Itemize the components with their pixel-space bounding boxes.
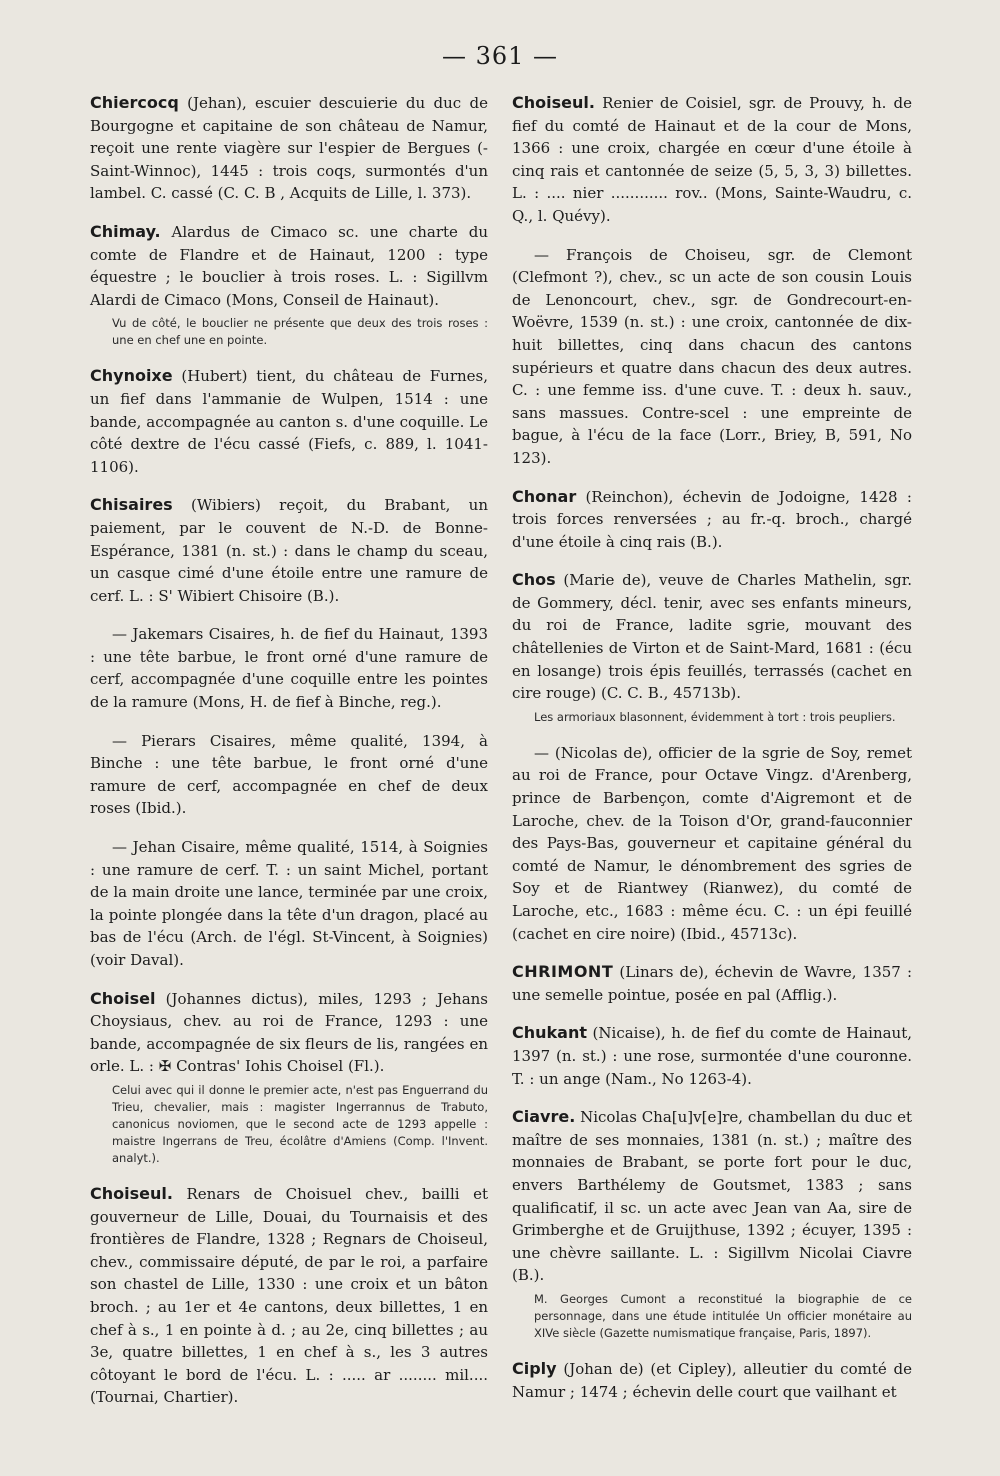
entry-text: Alardus de Cimaco sc. une charte du comte de Flandre et de Hainaut, 1200 : type équestre ; le bouclier à trois roses. L. : Sigillvm Alardi de Cimaco (Mons, Conseil de Hainaut). <box>90 222 488 309</box>
headword: Choiseul. <box>512 93 595 112</box>
entry-jakemars-cisaires: — Jakemars Cisaires, h. de fief du Hainaut, 1393 : une tête barbue, le front orné d'une ramure de cerf, accompagnée d'une coquille entre les pointes de la ramure (Mons, H. de fief à Binche, reg.). <box>90 625 488 712</box>
headword: Ciavre. <box>512 1107 576 1127</box>
headword: Chonar <box>512 486 577 506</box>
entry-ciavre <box>512 1106 912 1287</box>
entry-chisaires <box>90 494 488 607</box>
page-number: — 361 — <box>441 42 559 70</box>
entry-jehan-cisaire: — Jehan Cisaire, même qualité, 1514, à Soignies : une ramure de cerf. T. : un saint Michel, portant de la main droite une lance, terminée par une croix, la pointe plongée dans la tête d'un dragon, placé au bas de l'écu (Arch. de l'égl. St-Vincent, à Soignies) (voir Daval). <box>90 838 488 969</box>
headword: Choisel <box>90 988 156 1008</box>
headword: Ciply <box>512 1358 557 1378</box>
entry-text: (Reinchon), échevin de Jodoigne, 1428 : trois forces renversées ; au fr.-q. broch., chargé d'une étoile à cinq rais (B.). <box>512 487 912 551</box>
entry-text: (Johan de) (et Cipley), alleutier du comté de Namur ; 1474 ; échevin delle court que vailhant et <box>512 1359 912 1401</box>
entry-note: M. Georges Cumont a reconstitué la biographie de ce personnage, dans une étude intitulée Un officier monétaire au XIVe siècle (Gazette numismatique française, Paris, 1897). <box>534 1291 912 1340</box>
entry-text: (Hubert) tient, du château de Furnes, un fief dans l'ammanie de Wulpen, 1514 : une bande, accompagnée au canton s. d'une coquille. Le côté dextre de l'écu cassé (Fiefs, c. 889, l. 1041-1106). <box>90 367 488 476</box>
entry-choiseul-renars <box>90 1183 488 1409</box>
entry-chukant <box>512 1022 912 1090</box>
entry-chos <box>512 569 912 705</box>
headword: Chynoixe <box>90 366 173 386</box>
headword: Chimay. <box>90 221 161 241</box>
entry-choiseul-renier <box>512 92 912 228</box>
entry-text: (Linars de), échevin de Wavre, 1357 : une semelle pointue, posée en pal (Afflig.). <box>512 963 912 1004</box>
entry-chrimont <box>512 961 912 1006</box>
entry-text: (Jehan), escuier descuierie du duc de Bourgogne et capitaine de son château de Namur, reçoit une rente viagère sur l'espier de Bergues (-Saint-Winnoc), 1445 : trois coqs, surmontés d'un lambel. C. cassé (C. C. B , Acquits de Lille, l. 373). <box>90 94 488 203</box>
headword: Chos <box>512 570 556 590</box>
entry-note: Celui avec qui il donne le premier acte, n'est pas Enguerrand du Trieu, chevalier, mais : magister Ingerrannus de Trabuto, canonicus noviomen, que le second acte de 1293 appelle : maistre Ingerrans de Treu, écolâtre d'Amiens (Comp. l'Invent. analyt.). <box>112 1082 488 1165</box>
headword: Chisaires <box>90 495 173 515</box>
headword: Chukant <box>512 1023 587 1043</box>
entry-text: (Wibiers) reçoit, du Brabant, un paiement, par le couvent de N.-D. de Bonne-Espérance, 1381 (n. st.) : dans le champ du sceau, un casque cimé d'une étoile entre une ramure de cerf. L. : S' Wibiert Chisoire (B.). <box>90 496 488 605</box>
entry-text: Renier de Coisiel, sgr. de Prouvy, h. de fief du comté de Hainaut et de la cour de Mons, 1366 : une croix, chargée en cœur d'une étoile à cinq rais et cantonnée de seize (5, 5, 3, 3) billettes. L. : .... nier ............ rov.. (Mons, Sainte-Waudru, c. Q., l. Quévy). <box>512 94 912 225</box>
entry-chonar <box>512 486 912 554</box>
entry-chiercocq <box>90 92 488 205</box>
entry-nicolas-de-chos: — (Nicolas de), officier de la sgrie de Soy, remet au roi de France, pour Octave Vingz. d'Arenberg, prince de Barbençon, comte d'Aigremont et de Laroche, chev. de la Toison d'Or, grand-fauconnier des Pays-Bas, gouverneur et capitaine général du comté de Namur, le dénombrement des sgries de Soy et de Riantwey (Rianwez), du comté de Laroche, etc., 1683 : même écu. C. : un épi feuillé (cachet en cire noire) (Ibid., 45713c). <box>512 743 912 943</box>
entry-text: (Marie de), veuve de Charles Mathelin, sgr. de Gommery, décl. tenir, avec ses enfants mineurs, du roi de France, ladite sgrie, mouvant des châtellenies de Virton et de Saint-Mard, 1681 : (écu en losange) trois épis feuillés, terrassés (cachet en cire rouge) (C. C. B., 45713b). <box>512 571 912 703</box>
entry-chimay <box>90 221 488 311</box>
entry-ciply <box>512 1358 912 1403</box>
entry-text: Nicolas Cha[u]v[e]re, chambellan du duc et maître de ses monnaies, 1381 (n. st.) ; maître des monnaies de Brabant, se porte fort pour le duc, envers Barthélemy de Goutsmet, 1383 ; sans qualificatif, il sc. un acte avec Jean van Aa, sire de Grimberghe et de Gruijthuse, 1392 ; écuyer, 1395 : une chèvre saillante. L. : Sigillvm Nicolai Ciavre (B.). <box>512 1108 912 1285</box>
entry-note: Les armoriaux blasonnent, évidemment à tort : trois peupliers. <box>534 709 896 724</box>
right-column <box>512 92 912 1419</box>
headword: Choiseul. <box>90 1183 173 1203</box>
left-column <box>90 92 488 1425</box>
headword: Chiercocq <box>90 93 179 112</box>
entry-text: (Johannes dictus), miles, 1293 ; Jehans Choysiaus, chev. au roi de France, 1293 : une bande, accompagnée de six fleurs de lis, rangées en orle. L. : ✠ Contras' Iohis Choisel (Fl.). <box>90 989 488 1076</box>
entry-pierars-cisaires: — Pierars Cisaires, même qualité, 1394, à Binche : une tête barbue, le front orné d'une ramure de cerf, accompagnée en chef de deux roses (Ibid.). <box>90 731 488 818</box>
entry-francois-de-choiseu: — François de Choiseu, sgr. de Clemont (Clefmont ?), chev., sc un acte de son cousin Louis de Lenoncourt, chev., sgr. de Gondrecourt-en-Woëvre, 1539 (n. st.) : une croix, cantonnée de dix-huit billettes, cinq dans chacun des cantons supérieurs et quatre dans chacun des deux autres. C. : une femme iss. d'une cuve. T. : deux h. sauv., sans massues. Contre-scel : une empreinte de bague, à l'écu de la face (Lorr., Briey, B, 591, No 123). <box>512 245 912 467</box>
entry-chynoixe <box>90 365 488 478</box>
entry-text: (Nicaise), h. de fief du comte de Hainaut, 1397 (n. st.) : une rose, surmontée d'une couronne. T. : un ange (Nam., No 1263-4). <box>512 1024 912 1088</box>
headword: CHRIMONT <box>512 962 614 982</box>
entry-choisel <box>90 988 488 1078</box>
entry-text: Renars de Choisuel chev., bailli et gouverneur de Lille, Douai, du Tournaisis et des frontières de Flandre, 1328 ; Regnars de Choiseul, chev., commissaire député, de par le roi, a parfaire son chastel de Lille, 1330 : une croix et un bâton broch. ; au 1er et 4e cantons, deux billettes, 1 en chef à s., 1 en pointe à d. ; au 2e, cinq billettes ; au 3e, quatre billettes, 1 en chef à s., les 3 autres côtoyant le bord de l'écu. L. : ..... ar ........ mil.... (Tournai, Chartier). <box>90 1184 488 1407</box>
entry-note: Vu de côté, le bouclier ne présente que deux des trois roses : une en chef une en pointe. <box>112 316 488 348</box>
